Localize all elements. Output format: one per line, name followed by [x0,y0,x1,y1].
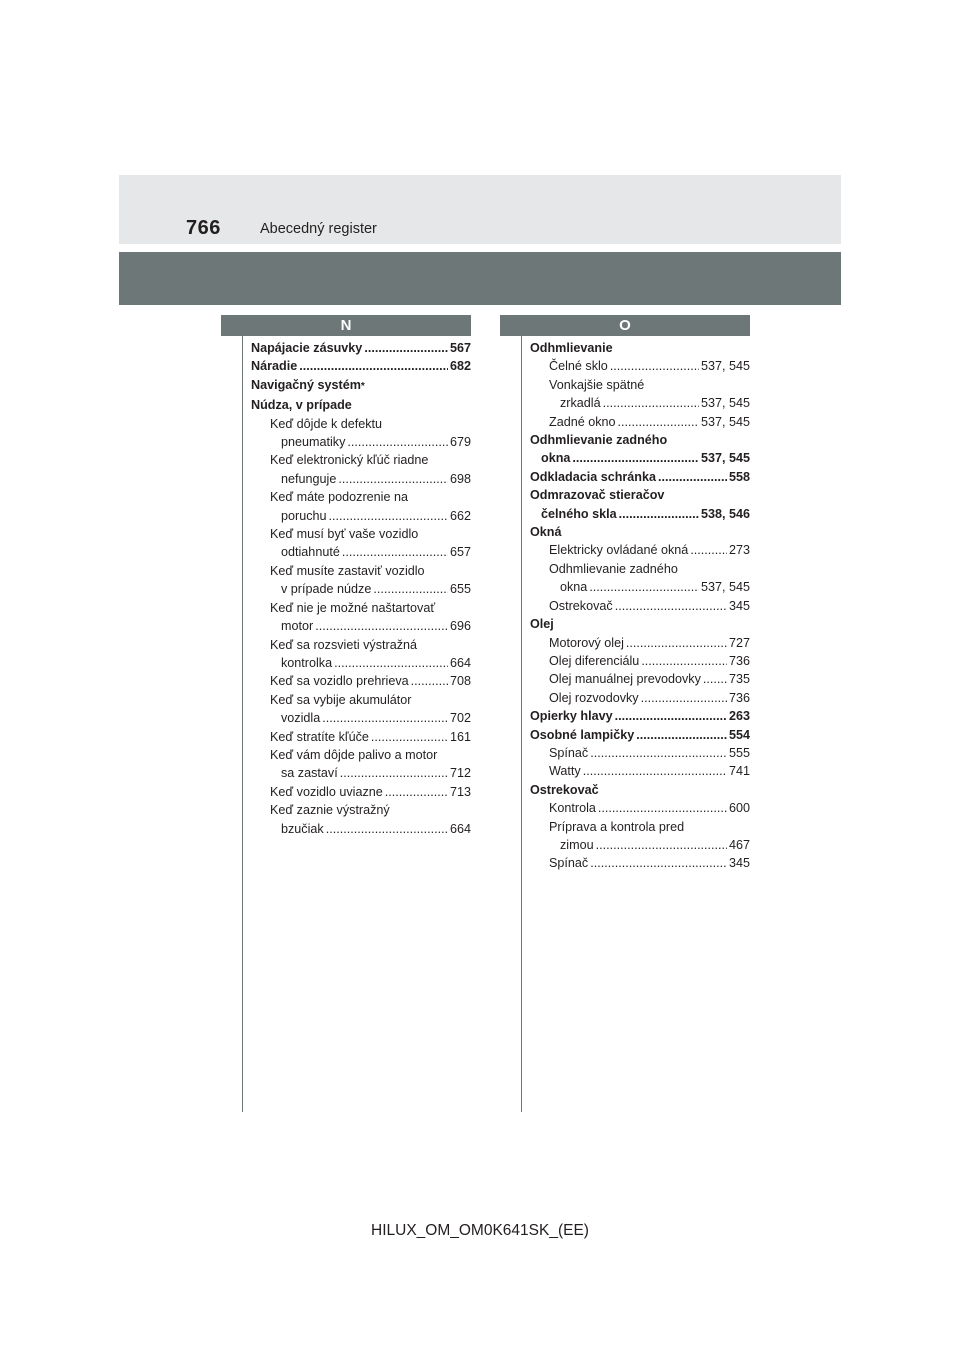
index-subentry[interactable]: Olej rozvodovky ..... 736 [530,689,750,707]
index-column-o [530,339,750,873]
index-entry: Núdza, v prípade [251,398,352,413]
index-subentry[interactable]: Zadné okno ..... 537, 545 [530,413,750,431]
index-subentry[interactable]: poruchu ..... 662 [251,507,471,525]
index-subentry: Odhmlievanie zadného [549,561,678,576]
index-subentry[interactable]: kontrolka ..... 664 [251,654,471,672]
index-entry: Olej [530,617,554,632]
index-entry[interactable]: Osobné lampičky ..... 554 [530,726,750,744]
page-title: Abecedný register [260,221,377,237]
index-subentry[interactable]: vozidla ..... 702 [251,709,471,727]
index-column-n [251,339,471,838]
index-subentry[interactable]: pneumatiky ..... 679 [251,433,471,451]
index-subentry[interactable]: Motorový olej ..... 727 [530,634,750,652]
right-column-divider [521,336,522,1112]
index-entry[interactable]: Odkladacia schránka ..... 558 [530,468,750,486]
index-subentry: Príprava a kontrola pred [549,819,685,834]
index-subentry[interactable]: sa zastaví ..... 712 [251,764,471,782]
index-subentry[interactable]: Olej manuálnej prevodovky ..... 735 [530,670,750,688]
index-subentry[interactable]: Keď stratíte kľúče ..... 161 [251,728,471,746]
index-subentry[interactable]: nefunguje ..... 698 [251,470,471,488]
index-subentry: Keď sa rozsvieti výstražná [270,637,418,652]
index-entry[interactable]: Opierky hlavy ..... 263 [530,707,750,725]
index-entry: Odhmlievanie zadného [530,433,668,448]
index-entry[interactable]: Napájacie zásuvky ..... 567 [251,339,471,357]
index-subentry[interactable]: Spínač ..... 345 [530,854,750,872]
index-subentry[interactable]: v prípade núdze ..... 655 [251,580,471,598]
index-subentry: Keď elektronický kľúč riadne [270,453,429,468]
index-subentry[interactable]: Keď sa vozidlo prehrieva ..... 708 [251,672,471,690]
index-subentry[interactable]: zimou ..... 467 [530,836,750,854]
index-subentry: Keď dôjde k defektu [270,416,383,431]
header-dark-band [119,252,841,305]
index-subentry[interactable]: zrkadlá ..... 537, 545 [530,394,750,412]
index-subentry[interactable]: Elektricky ovládané okná ..... 273 [530,541,750,559]
index-entry: Ostrekovač [530,782,599,797]
index-subentry[interactable]: odtiahnuté ..... 657 [251,543,471,561]
index-subentry[interactable]: Spínač ..... 555 [530,744,750,762]
index-subentry[interactable]: Ostrekovač ..... 345 [530,597,750,615]
index-entry: Odmrazovač stieračov [530,488,665,503]
index-subentry: Keď zaznie výstražný [270,803,390,818]
index-subentry[interactable]: motor ..... 696 [251,617,471,635]
index-entry: Okná [530,525,562,540]
index-subentry: Keď musí byť vaše vozidlo [270,527,419,542]
index-entry[interactable]: okna ..... 537, 545 [530,449,750,467]
index-subentry[interactable]: Watty ..... 741 [530,762,750,780]
index-subentry[interactable]: okna ..... 537, 545 [530,578,750,596]
index-subentry[interactable]: Keď vozidlo uviazne ..... 713 [251,783,471,801]
index-subentry: Keď musíte zastaviť vozidlo [270,563,425,578]
index-entry[interactable]: čelného skla ..... 538, 546 [530,505,750,523]
index-entry[interactable]: Náradie ..... 682 [251,357,471,375]
footnote-mark: * [360,380,365,392]
page-number: 766 [186,217,221,239]
index-subentry[interactable]: Olej diferenciálu ..... 736 [530,652,750,670]
index-subentry[interactable]: Kontrola ..... 600 [530,799,750,817]
index-subentry[interactable]: bzučiak ..... 664 [251,820,471,838]
index-subentry: Keď sa vybije akumulátor [270,692,412,707]
section-letter-o: O [500,315,750,336]
index-subentry: Keď máte podozrenie na [270,490,408,505]
section-letter-n: N [221,315,471,336]
index-subentry: Keď nie je možné naštartovať [270,600,436,615]
index-entry: Odhmlievanie [530,341,613,355]
index-subentry: Vonkajšie spätné [549,377,645,392]
index-subentry[interactable]: Čelné sklo ..... 537, 545 [530,357,750,375]
index-subentry: Keď vám dôjde palivo a motor [270,747,438,762]
left-column-divider [242,336,243,1112]
header-band [119,175,841,244]
document-code: HILUX_OM_OM0K641SK_(EE) [371,1222,589,1239]
index-entry[interactable]: Navigačný systém * [251,376,471,396]
